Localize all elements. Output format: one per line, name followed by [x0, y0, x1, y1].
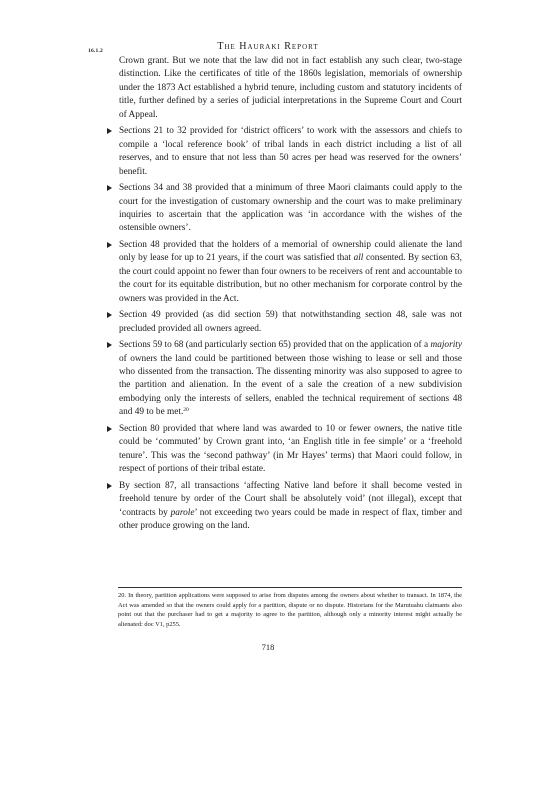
list-item-text: Section 49 provided (as did section 59) that notwithstanding section 48, sale was not precluded provided all owners agreed. — [119, 310, 462, 334]
list-item-text: ’ not exceeding two years could be made in respect of flax, timber and other produce growing on the land. — [119, 507, 462, 531]
body-text — [119, 55, 462, 536]
triangle-bullet-icon — [107, 128, 112, 134]
running-header-section: 16.1.2 — [88, 48, 103, 54]
emphasis-text: majority — [430, 340, 462, 351]
list-item — [119, 182, 462, 236]
footnote-divider — [118, 587, 462, 588]
list-item-text: Section 80 provided that where land was awarded to 10 or fewer owners, the native title could be ‘commuted’ by Crown grant into, ‘an English title in fee simple’ or a ‘freehold tenure’. This was the ‘second pathway’ (in Mr Hayes’ terms) that Maori could follow, in respect of portions of their tribal estate. — [119, 423, 462, 475]
triangle-bullet-icon — [107, 312, 112, 318]
list-item — [119, 480, 462, 534]
list-item — [119, 309, 462, 336]
list-item-text: Sections 34 and 38 provided that a minimum of three Maori claimants could apply to the court for the investigation of customary ownership and the court was to make preliminary inquiries to ascertain that the application was ‘in accordance with the wishes of the ostensible owners’. — [119, 183, 462, 234]
footnote: 20. In theory, partition applications were supposed to arise from disputes among the owners about whether to transact. In 1874, the Act was amended so that the owners could apply for a partition, dispute or no dispute. Historians for the Marutuahu claimants also point out that the purchaser had to get a majority to agree to the partition, although only a minority interest might actually be alienated: doc V1, p255. — [118, 592, 462, 628]
footnote-reference[interactable]: 20 — [183, 407, 189, 414]
list-item-text: Sections 59 to 68 (and particularly section 65) provided that on the application of a — [119, 340, 431, 351]
triangle-bullet-icon — [107, 185, 112, 191]
list-item-text: By section 87, all transactions ‘affecting Native land before it shall become vested in freehold tenure by order of the Court shall be absolutely void’ (not illegal), except that ‘contracts by — [119, 480, 462, 518]
emphasis-text: all — [353, 253, 364, 264]
list-item-text: Sections 21 to 32 provided for ‘district officers’ to work with the assessors and chiefs to compile a ‘local reference book’ of tribal lands in each district including a list of all reserves, and to ensure that not less than 50 acres per head was reserved for the owners’ benefit. — [119, 126, 462, 177]
page-number: 718 — [261, 642, 275, 652]
list-item — [119, 239, 462, 306]
triangle-bullet-icon — [107, 242, 112, 248]
intro-paragraph: Crown grant. But we note that the law did not in fact establish any such clear, two-stage distinction. Like the certificates of title of the 1860s legislation, memorials of ownership under the 1873 Act established a hybrid tenure, including custom and statutory incidents of title, further defined by a series of judicial interpretations in the Supreme Court and Court of Appeal. — [119, 56, 462, 120]
list-item-text: Section 48 provided that the holders of a memorial of ownership could alienate the land only by lease for up to 21 years, if the court was satisfied that — [119, 239, 462, 264]
list-item-text: of owners the land could be partitioned between those wishing to lease or sell and those who dissented from the transaction. The dissenting minority was also supposed to agree to the partition and alienation. In the event of a sale the creation of a new subdivision embodying only the interests of sellers, enabled the technical requirement of sections 48 and 49 to be met. — [119, 353, 462, 418]
list-item-text: consented. By section 63, the court could appoint no fewer than four owners to be receivers of rent and accountable to the court for its equitable distribution, but no other mechanism for corporate control by the owners was provided in the Act. — [119, 253, 462, 304]
triangle-bullet-icon — [107, 483, 112, 489]
emphasis-text: parole — [170, 507, 195, 518]
running-header-title: The Hauraki Report — [217, 41, 319, 52]
triangle-bullet-icon — [107, 342, 112, 348]
triangle-bullet-icon — [107, 426, 112, 432]
list-item — [119, 125, 462, 179]
list-item — [119, 423, 462, 477]
list-item — [119, 339, 462, 420]
